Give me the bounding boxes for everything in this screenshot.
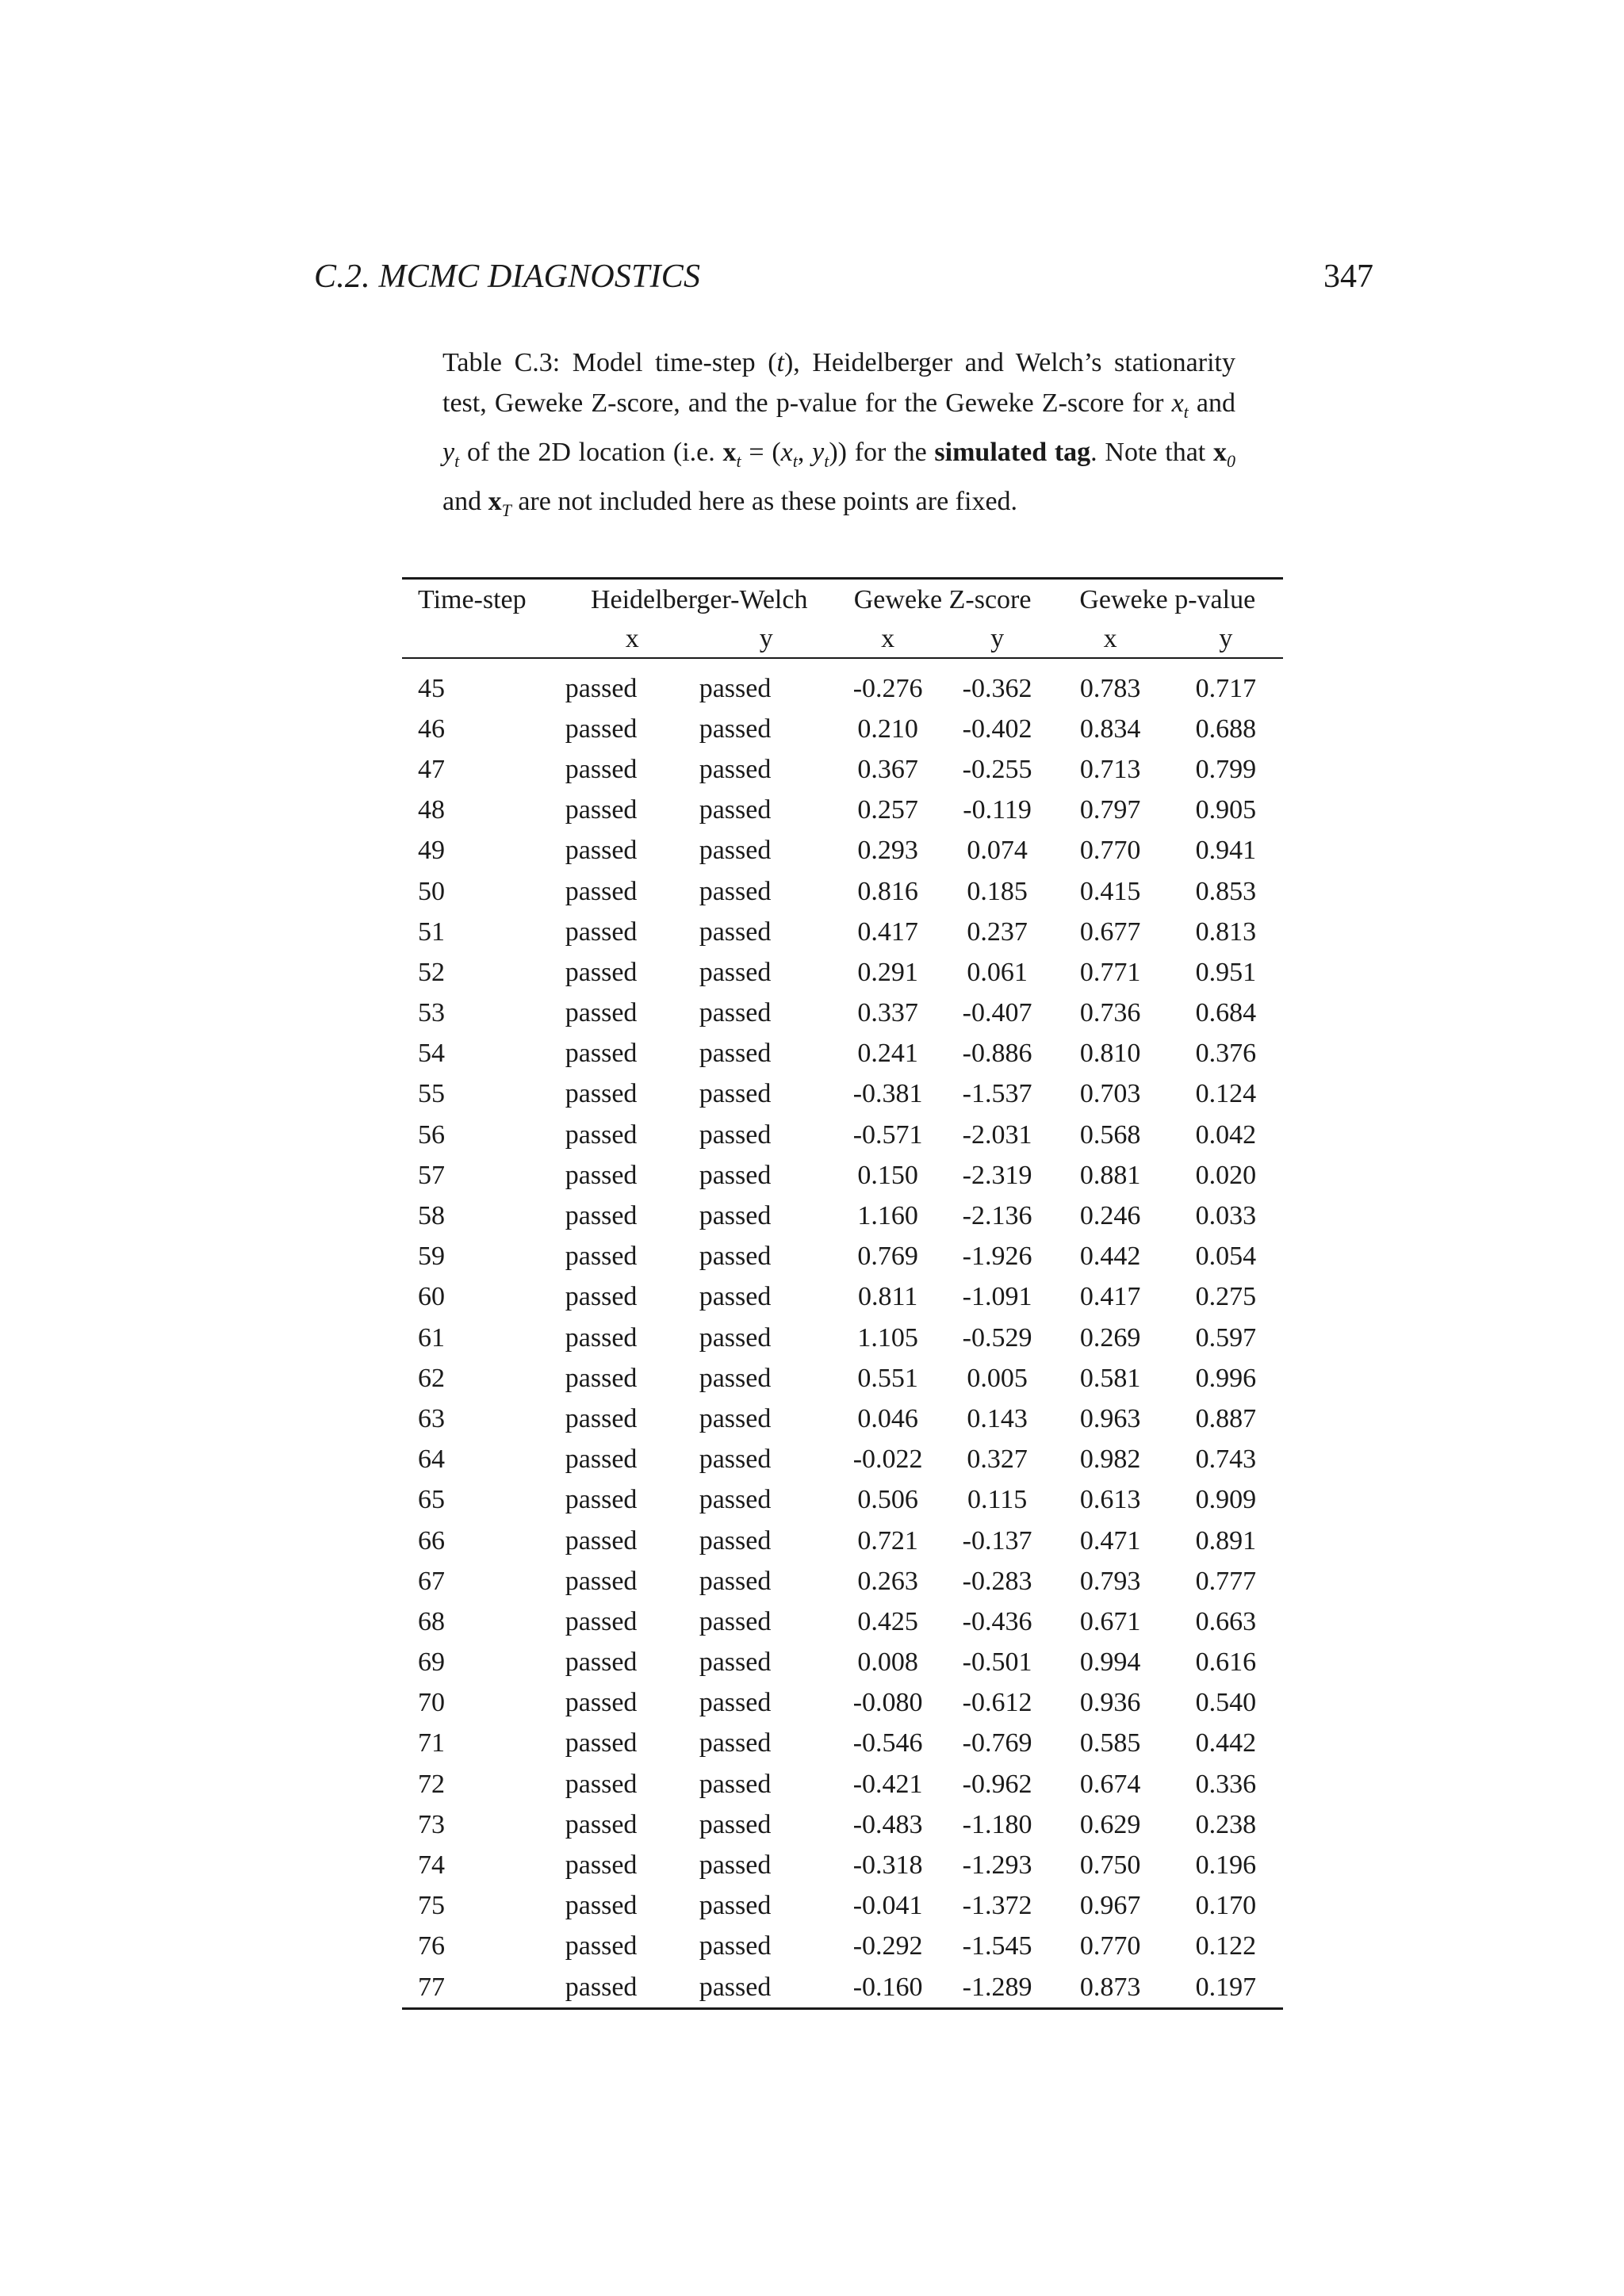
cell-z-x: 0.367 (857, 754, 918, 784)
cell-time-step: 77 (418, 1972, 445, 2002)
cell-z-x: 0.210 (857, 714, 918, 744)
table-row (402, 1683, 1283, 1724)
cell-p-x: 0.881 (1079, 1160, 1141, 1190)
diagnostics-table (402, 577, 1283, 2010)
table-row (402, 1967, 1283, 2009)
cell-z-y: 0.185 (967, 876, 1028, 906)
cell-hw-x: passed (565, 1931, 638, 1961)
cell-p-y: 0.743 (1195, 1445, 1257, 1475)
cell-time-step: 46 (418, 714, 445, 744)
cell-p-x: 0.471 (1079, 1525, 1141, 1556)
cell-z-x: 0.337 (857, 998, 918, 1028)
subheader-p-x: x (1103, 624, 1117, 653)
cell-z-y: -1.926 (962, 1242, 1032, 1272)
cell-z-y: -0.255 (962, 754, 1032, 784)
cell-p-y: 0.042 (1195, 1119, 1257, 1150)
cell-z-x: 0.008 (857, 1647, 918, 1678)
cell-z-x: 0.769 (857, 1242, 918, 1272)
cell-hw-y: passed (699, 1403, 772, 1433)
table-row (402, 1399, 1283, 1439)
cell-time-step: 68 (418, 1606, 445, 1636)
cell-p-x: 0.585 (1079, 1728, 1141, 1758)
subheader-empty (402, 621, 565, 658)
cell-p-y: 0.688 (1195, 714, 1257, 744)
table-row (402, 1886, 1283, 1927)
cell-p-y: 0.853 (1195, 876, 1257, 906)
cell-p-x: 0.982 (1079, 1445, 1141, 1475)
cell-z-y: 0.327 (967, 1445, 1028, 1475)
cell-time-step: 70 (418, 1688, 445, 1718)
cell-time-step: 50 (418, 876, 445, 906)
cell-hw-y: passed (699, 916, 772, 947)
cell-z-y: 0.237 (967, 916, 1028, 947)
table-row (402, 1724, 1283, 1764)
cell-hw-x: passed (565, 998, 638, 1028)
cell-hw-x: passed (565, 1403, 638, 1433)
cell-hw-y: passed (699, 957, 772, 987)
cell-hw-y: passed (699, 1201, 772, 1231)
cell-z-y: -1.180 (962, 1809, 1032, 1839)
cell-hw-y: passed (699, 836, 772, 866)
cell-z-y: -2.031 (962, 1119, 1032, 1150)
cell-p-x: 0.629 (1079, 1809, 1141, 1839)
cell-hw-y: passed (699, 1647, 772, 1678)
cell-p-x: 0.581 (1079, 1363, 1141, 1393)
cell-hw-x: passed (565, 1363, 638, 1393)
cell-p-y: 0.951 (1195, 957, 1257, 987)
cell-z-x: 0.150 (857, 1160, 918, 1190)
cell-hw-x: passed (565, 1119, 638, 1150)
cell-hw-x: passed (565, 916, 638, 947)
table-row (402, 1561, 1283, 1601)
cell-p-y: 0.684 (1195, 998, 1257, 1028)
cell-hw-y: passed (699, 1160, 772, 1190)
cell-p-x: 0.703 (1079, 1079, 1141, 1109)
cell-z-x: -0.318 (852, 1850, 923, 1881)
cell-z-x: -0.483 (852, 1809, 923, 1839)
cell-z-y: 0.005 (967, 1363, 1028, 1393)
table-row (402, 1440, 1283, 1480)
cell-p-x: 0.771 (1079, 957, 1141, 987)
table-row (402, 668, 1283, 709)
cell-p-y: 0.122 (1195, 1931, 1257, 1961)
table-row (402, 993, 1283, 1034)
cell-z-y: 0.061 (967, 957, 1028, 987)
cell-z-x: -0.041 (852, 1891, 923, 1921)
cell-hw-x: passed (565, 1445, 638, 1475)
cell-hw-y: passed (699, 1688, 772, 1718)
cell-z-y: -0.769 (962, 1728, 1032, 1758)
cell-p-x: 0.677 (1079, 916, 1141, 947)
cell-z-x: 0.241 (857, 1039, 918, 1069)
cell-z-x: -0.571 (852, 1119, 923, 1150)
cell-z-x: -0.276 (852, 673, 923, 703)
diagnostics-table-wrapper (402, 577, 1283, 2010)
cell-p-x: 0.269 (1079, 1322, 1141, 1353)
cell-p-y: 0.597 (1195, 1322, 1257, 1353)
cell-p-y: 0.941 (1195, 836, 1257, 866)
cell-z-y: -0.501 (962, 1647, 1032, 1678)
table-row (402, 790, 1283, 831)
page-header (314, 258, 1373, 305)
cell-p-x: 0.415 (1079, 876, 1141, 906)
cell-p-y: 0.540 (1195, 1688, 1257, 1718)
cell-hw-x: passed (565, 1242, 638, 1272)
table-row (402, 1845, 1283, 1885)
cell-z-y: -1.289 (962, 1972, 1032, 2002)
table-subheader-row (402, 621, 1283, 658)
cell-hw-y: passed (699, 1363, 772, 1393)
cell-hw-x: passed (565, 1485, 638, 1515)
cell-hw-x: passed (565, 1688, 638, 1718)
cell-p-y: 0.887 (1195, 1403, 1257, 1433)
cell-z-y: -1.537 (962, 1079, 1032, 1109)
cell-p-x: 0.936 (1079, 1688, 1141, 1718)
cell-hw-x: passed (565, 1039, 638, 1069)
cell-z-x: 0.417 (857, 916, 918, 947)
header-geweke-zscore: Geweke Z-score (853, 585, 1032, 614)
cell-time-step: 69 (418, 1647, 445, 1678)
cell-hw-x: passed (565, 1606, 638, 1636)
cell-time-step: 59 (418, 1242, 445, 1272)
table-spacer (402, 658, 1283, 668)
cell-p-y: 0.238 (1195, 1809, 1257, 1839)
cell-z-x: 0.811 (858, 1282, 918, 1312)
header-heidelberger-welch: Heidelberger-Welch (590, 585, 808, 614)
cell-time-step: 67 (418, 1566, 445, 1596)
cell-hw-y: passed (699, 1769, 772, 1799)
table-caption: Table C.3: Model time-step (t), Heidelberger and Welch’s stationarity test, Geweke Z-score, and the p-value for the Geweke Z-score for $x_t$ and $y_t$ of the 2D location (i.e. $x_t = (x_t$, $y_t$)) for the simulated tag. Note that $x_0$ and $x_T$ are not included here as these points are fixed. (442, 348, 1236, 520)
cell-z-y: -0.119 (963, 795, 1032, 825)
subheader-hw-y: y (759, 624, 773, 653)
cell-z-y: 0.143 (967, 1403, 1028, 1433)
header-geweke-pvalue: Geweke p-value (1079, 585, 1256, 614)
subheader-z-y: y (990, 624, 1005, 653)
running-head: C.2. MCMC DIAGNOSTICS (314, 258, 701, 295)
cell-hw-y: passed (699, 1079, 772, 1109)
cell-p-y: 0.799 (1195, 754, 1257, 784)
table-row (402, 1318, 1283, 1358)
cell-z-y: -2.136 (962, 1201, 1032, 1231)
cell-p-x: 0.834 (1079, 714, 1141, 744)
cell-hw-y: passed (699, 1282, 772, 1312)
cell-z-y: -0.283 (962, 1566, 1032, 1596)
cell-z-x: 0.425 (857, 1606, 918, 1636)
cell-p-x: 0.674 (1079, 1769, 1141, 1799)
cell-time-step: 65 (418, 1485, 445, 1515)
cell-p-y: 0.905 (1195, 795, 1257, 825)
cell-hw-y: passed (699, 1525, 772, 1556)
cell-z-x: 0.257 (857, 795, 918, 825)
table-row (402, 1358, 1283, 1399)
table-row (402, 1155, 1283, 1196)
cell-p-x: 0.713 (1079, 754, 1141, 784)
cell-time-step: 51 (418, 916, 445, 947)
cell-p-y: 0.033 (1195, 1201, 1257, 1231)
cell-time-step: 76 (418, 1931, 445, 1961)
cell-z-y: -0.362 (962, 673, 1032, 703)
cell-hw-x: passed (565, 876, 638, 906)
cell-z-y: -0.962 (962, 1769, 1032, 1799)
cell-hw-y: passed (699, 1322, 772, 1353)
cell-hw-y: passed (699, 1445, 772, 1475)
cell-time-step: 72 (418, 1769, 445, 1799)
cell-p-y: 0.170 (1195, 1891, 1257, 1921)
cell-z-x: 0.263 (857, 1566, 918, 1596)
cell-z-x: -0.292 (852, 1931, 923, 1961)
cell-time-step: 73 (418, 1809, 445, 1839)
cell-time-step: 45 (418, 673, 445, 703)
cell-hw-y: passed (699, 714, 772, 744)
cell-hw-x: passed (565, 795, 638, 825)
cell-z-x: -0.022 (852, 1445, 923, 1475)
cell-p-y: 0.124 (1195, 1079, 1257, 1109)
cell-time-step: 54 (418, 1039, 445, 1069)
table-row (402, 871, 1283, 912)
cell-time-step: 64 (418, 1445, 445, 1475)
cell-hw-y: passed (699, 876, 772, 906)
cell-time-step: 63 (418, 1403, 445, 1433)
cell-time-step: 55 (418, 1079, 445, 1109)
cell-z-y: -0.137 (962, 1525, 1032, 1556)
cell-time-step: 75 (418, 1891, 445, 1921)
cell-hw-y: passed (699, 1728, 772, 1758)
cell-hw-x: passed (565, 1809, 638, 1839)
table-row (402, 1196, 1283, 1236)
cell-p-y: 0.909 (1195, 1485, 1257, 1515)
cell-p-y: 0.197 (1195, 1972, 1257, 2002)
cell-p-x: 0.442 (1079, 1242, 1141, 1272)
cell-time-step: 56 (418, 1119, 445, 1150)
cell-hw-x: passed (565, 714, 638, 744)
caption-label: Table C.3: (442, 348, 561, 377)
cell-hw-y: passed (699, 1972, 772, 2002)
cell-p-y: 0.717 (1195, 673, 1257, 703)
cell-hw-x: passed (565, 1201, 638, 1231)
cell-z-x: 0.816 (857, 876, 918, 906)
cell-hw-y: passed (699, 673, 772, 703)
cell-z-x: -0.421 (852, 1769, 923, 1799)
table-row (402, 952, 1283, 993)
cell-z-y: 0.074 (967, 836, 1028, 866)
cell-z-x: 0.506 (857, 1485, 918, 1515)
cell-hw-y: passed (699, 754, 772, 784)
cell-z-x: -0.080 (852, 1688, 923, 1718)
cell-z-y: -0.407 (962, 998, 1032, 1028)
cell-p-x: 0.417 (1079, 1282, 1141, 1312)
cell-p-x: 0.994 (1079, 1647, 1141, 1678)
cell-hw-x: passed (565, 1322, 638, 1353)
table-row (402, 709, 1283, 749)
cell-p-y: 0.020 (1195, 1160, 1257, 1190)
table-row (402, 1643, 1283, 1683)
cell-hw-x: passed (565, 1160, 638, 1190)
cell-hw-y: passed (699, 1850, 772, 1881)
cell-p-x: 0.783 (1079, 673, 1141, 703)
cell-hw-x: passed (565, 673, 638, 703)
cell-time-step: 48 (418, 795, 445, 825)
cell-hw-x: passed (565, 1891, 638, 1921)
cell-hw-y: passed (699, 1809, 772, 1839)
cell-p-y: 0.442 (1195, 1728, 1257, 1758)
cell-p-x: 0.770 (1079, 836, 1141, 866)
subheader-hw-x: x (625, 624, 639, 653)
cell-z-x: 0.721 (857, 1525, 918, 1556)
cell-z-y: -1.545 (962, 1931, 1032, 1961)
caption-bold: simulated tag (934, 437, 1091, 467)
cell-z-x: 0.551 (857, 1363, 918, 1393)
cell-p-x: 0.671 (1079, 1606, 1141, 1636)
cell-hw-x: passed (565, 1566, 638, 1596)
cell-hw-x: passed (565, 1647, 638, 1678)
cell-hw-y: passed (699, 1039, 772, 1069)
table-row (402, 1927, 1283, 1967)
cell-p-y: 0.376 (1195, 1039, 1257, 1069)
cell-p-y: 0.054 (1195, 1242, 1257, 1272)
cell-hw-x: passed (565, 957, 638, 987)
table-row (402, 831, 1283, 871)
cell-hw-y: passed (699, 1242, 772, 1272)
cell-time-step: 47 (418, 754, 445, 784)
cell-hw-x: passed (565, 1850, 638, 1881)
cell-p-y: 0.891 (1195, 1525, 1257, 1556)
cell-z-y: -0.886 (962, 1039, 1032, 1069)
table-row (402, 1034, 1283, 1074)
cell-time-step: 57 (418, 1160, 445, 1190)
cell-time-step: 66 (418, 1525, 445, 1556)
cell-p-x: 0.967 (1079, 1891, 1141, 1921)
cell-hw-y: passed (699, 1119, 772, 1150)
cell-z-y: -0.436 (962, 1606, 1032, 1636)
cell-time-step: 61 (418, 1322, 445, 1353)
cell-p-y: 0.616 (1195, 1647, 1257, 1678)
table-row (402, 1521, 1283, 1561)
table-row (402, 1764, 1283, 1804)
cell-hw-y: passed (699, 998, 772, 1028)
table-row (402, 1601, 1283, 1642)
cell-hw-x: passed (565, 1079, 638, 1109)
cell-p-y: 0.996 (1195, 1363, 1257, 1393)
cell-hw-x: passed (565, 754, 638, 784)
cell-z-y: 0.115 (967, 1485, 1028, 1515)
cell-p-x: 0.246 (1079, 1201, 1141, 1231)
cell-time-step: 60 (418, 1282, 445, 1312)
cell-z-y: -0.612 (962, 1688, 1032, 1718)
cell-hw-y: passed (699, 1931, 772, 1961)
header-time-step: Time-step (418, 585, 527, 614)
cell-hw-x: passed (565, 836, 638, 866)
cell-z-x: -0.381 (852, 1079, 923, 1109)
page-number: 347 (1323, 258, 1373, 295)
cell-p-x: 0.568 (1079, 1119, 1141, 1150)
cell-hw-x: passed (565, 1972, 638, 2002)
cell-hw-y: passed (699, 795, 772, 825)
cell-p-y: 0.196 (1195, 1850, 1257, 1881)
cell-hw-x: passed (565, 1525, 638, 1556)
cell-p-x: 0.770 (1079, 1931, 1141, 1961)
cell-hw-y: passed (699, 1891, 772, 1921)
cell-hw-x: passed (565, 1728, 638, 1758)
cell-p-x: 0.873 (1079, 1972, 1141, 2002)
cell-p-x: 0.963 (1079, 1403, 1141, 1433)
table-row (402, 1237, 1283, 1277)
table-row (402, 749, 1283, 790)
table-row (402, 1277, 1283, 1318)
cell-p-x: 0.797 (1079, 795, 1141, 825)
cell-z-y: -1.293 (962, 1850, 1032, 1881)
cell-z-x: -0.546 (852, 1728, 923, 1758)
cell-p-y: 0.336 (1195, 1769, 1257, 1799)
cell-p-x: 0.793 (1079, 1566, 1141, 1596)
cell-time-step: 62 (418, 1363, 445, 1393)
table-row (402, 1804, 1283, 1845)
cell-time-step: 53 (418, 998, 445, 1028)
cell-p-x: 0.810 (1079, 1039, 1141, 1069)
cell-p-x: 0.613 (1079, 1485, 1141, 1515)
cell-z-x: 0.293 (857, 836, 918, 866)
cell-time-step: 52 (418, 957, 445, 987)
cell-p-y: 0.777 (1195, 1566, 1257, 1596)
cell-time-step: 74 (418, 1850, 445, 1881)
cell-hw-y: passed (699, 1606, 772, 1636)
table-row (402, 1074, 1283, 1115)
cell-z-x: -0.160 (852, 1972, 923, 2002)
cell-z-y: -0.402 (962, 714, 1032, 744)
cell-time-step: 71 (418, 1728, 445, 1758)
table-header-row (402, 579, 1283, 622)
cell-z-x: 1.160 (857, 1201, 918, 1231)
subheader-p-y: y (1219, 624, 1233, 653)
cell-hw-y: passed (699, 1485, 772, 1515)
cell-z-y: -2.319 (962, 1160, 1032, 1190)
cell-p-y: 0.275 (1195, 1282, 1257, 1312)
cell-p-y: 0.663 (1195, 1606, 1257, 1636)
cell-hw-x: passed (565, 1282, 638, 1312)
cell-z-y: -0.529 (962, 1322, 1032, 1353)
table-row (402, 1480, 1283, 1521)
cell-time-step: 58 (418, 1201, 445, 1231)
cell-z-x: 1.105 (857, 1322, 918, 1353)
cell-time-step: 49 (418, 836, 445, 866)
cell-z-y: -1.372 (962, 1891, 1032, 1921)
table-body (402, 658, 1283, 2009)
cell-z-x: 0.291 (857, 957, 918, 987)
cell-p-x: 0.750 (1079, 1850, 1141, 1881)
cell-z-y: -1.091 (962, 1282, 1032, 1312)
cell-p-y: 0.813 (1195, 916, 1257, 947)
subheader-z-x: x (881, 624, 895, 653)
cell-hw-x: passed (565, 1769, 638, 1799)
cell-p-x: 0.736 (1079, 998, 1141, 1028)
cell-z-x: 0.046 (857, 1403, 918, 1433)
table-row (402, 1115, 1283, 1155)
table-row (402, 912, 1283, 952)
cell-hw-y: passed (699, 1566, 772, 1596)
